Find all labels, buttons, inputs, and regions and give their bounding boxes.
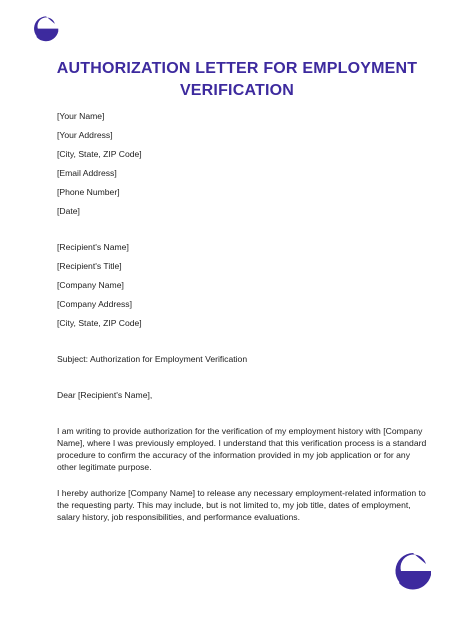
letter-body (57, 110, 427, 523)
recipient-company: [Company Name] (57, 280, 124, 290)
brand-logo-icon (393, 551, 433, 595)
recipient-name: [Recipient's Name] (57, 242, 129, 252)
sender-phone: [Phone Number] (57, 187, 120, 197)
letter-title: AUTHORIZATION LETTER FOR EMPLOYMENT VERIFICATION (56, 60, 418, 99)
recipient-block (57, 241, 427, 336)
sender-email: [Email Address] (57, 168, 117, 178)
recipient-company-address: [Company Address] (57, 299, 132, 309)
subject-line: Subject: Authorization for Employment Verification (57, 354, 248, 364)
recipient-title: [Recipient's Title] (57, 261, 122, 271)
recipient-city: [City, State, ZIP Code] (57, 318, 142, 328)
sender-date: [Date] (57, 206, 80, 216)
paragraph-2: I hereby authorize [Company Name] to release any necessary employment-related information to the requesting party. This may include, but is not limited to, my job title, dates of employment, salary history, job responsibilities, and performance evaluations. (57, 488, 426, 522)
paragraph-1: I am writing to provide authorization for the verification of my employment history with [Company Name], where I was previously employed. I understand that this verification process is a standard procedure to confirm the accuracy of the information provided in my job application or for any other legitimate purpose. (57, 426, 427, 472)
brand-logo-icon (32, 15, 60, 45)
sender-address: [Your Address] (57, 130, 113, 140)
sender-name: [Your Name] (57, 111, 105, 121)
salutation: Dear [Recipient's Name], (57, 390, 153, 400)
sender-city: [City, State, ZIP Code] (57, 149, 142, 159)
sender-block (57, 110, 427, 224)
